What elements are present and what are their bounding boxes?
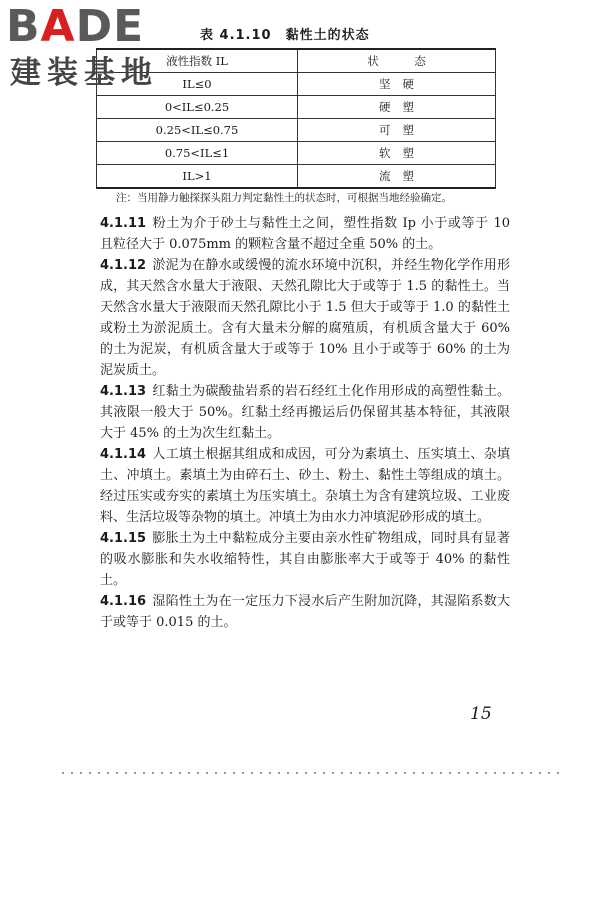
table-row (97, 142, 496, 165)
table-row (97, 96, 496, 119)
table-caption: 表 4.1.10 黏性土的状态 (200, 28, 370, 43)
logo-subtext: 建装基地 (10, 55, 158, 91)
clause-text: 红黏土为碳酸盐岩系的岩石经红土化作用形成的高塑性黏土。其液限一般大于 50%。红黏土经再搬运后仍保留其基本特征，其液限大于 45% 的土为次生红黏土。 (100, 384, 510, 441)
table-cell: 0.25<IL≤0.75 (97, 119, 298, 142)
logo-wordmark: BADE (6, 1, 145, 52)
clause-number: 4.1.11 (100, 216, 147, 231)
page-number: 15 (470, 704, 492, 724)
table-cell: 硬塑 (298, 96, 496, 119)
clause-4-1-16 (100, 591, 510, 633)
clause-4-1-15 (100, 528, 510, 591)
clause-4-1-13 (100, 381, 510, 444)
table-note: 注：当用静力触探探头阻力判定黏性土的状态时，可根据当地经验确定。 (116, 192, 452, 204)
clause-number: 4.1.15 (100, 531, 147, 546)
clause-number: 4.1.16 (100, 594, 147, 609)
table-cell: IL≤0 (97, 73, 298, 96)
clause-number: 4.1.13 (100, 384, 147, 399)
table-cell: IL>1 (97, 165, 298, 189)
table-row (97, 165, 496, 189)
table-cell: 流塑 (298, 165, 496, 189)
table-cell: 0<IL≤0.25 (97, 96, 298, 119)
clauses-body (100, 213, 510, 633)
clause-text: 淤泥为在静水或缓慢的流水环境中沉积，并经生物化学作用形成，其天然含水量大于液限、天然孔隙比大于或等于 1.5 的黏性土。当天然含水量大于液限而天然孔隙比小于 1.5 但大于或等于 1.0 的黏性土或粉土为淤泥质土。含有大量未分解的腐殖质，有机质含量大于 60% 的土为泥炭，有机质含量大于或等于 10% 且小于或等于 60% 的土为泥炭质土。 (100, 258, 510, 378)
clause-number: 4.1.12 (100, 258, 147, 273)
table-header-cell: 液性指数 IL (97, 49, 298, 73)
clause-text: 湿陷性土为在一定压力下浸水后产生附加沉降，其湿陷系数大于或等于 0.015 的土。 (100, 594, 510, 630)
clause-4-1-11 (100, 213, 510, 255)
clause-text: 粉土为介于砂土与黏性土之间，塑性指数 Ip 小于或等于 10 且粒径大于 0.075mm 的颗粒含量不超过全重 50% 的土。 (100, 216, 510, 252)
table-cell: 坚硬 (298, 73, 496, 96)
clause-4-1-12 (100, 255, 510, 381)
clause-number: 4.1.14 (100, 447, 147, 462)
table-cell: 0.75<IL≤1 (97, 142, 298, 165)
scan-dotted-line (62, 772, 562, 774)
table-cell: 软塑 (298, 142, 496, 165)
table-row (97, 119, 496, 142)
clause-text: 人工填土根据其组成和成因，可分为素填土、压实填土、杂填土、冲填土。素填土为由碎石土、砂土、粉土、黏性土等组成的填土。经过压实或夯实的素填土为压实填土。杂填土为含有建筑垃圾、工业废料、生活垃圾等杂物的填土。冲填土为由水力冲填泥砂形成的填土。 (100, 447, 510, 525)
clause-4-1-14 (100, 444, 510, 528)
table-header-cell: 状 态 (298, 49, 496, 73)
watermark-logo (6, 1, 176, 94)
clause-text: 膨胀土为土中黏粒成分主要由亲水性矿物组成，同时具有显著的吸水膨胀和失水收缩特性，其自由膨胀率大于或等于 40% 的黏性土。 (100, 531, 510, 588)
table-cell: 可塑 (298, 119, 496, 142)
